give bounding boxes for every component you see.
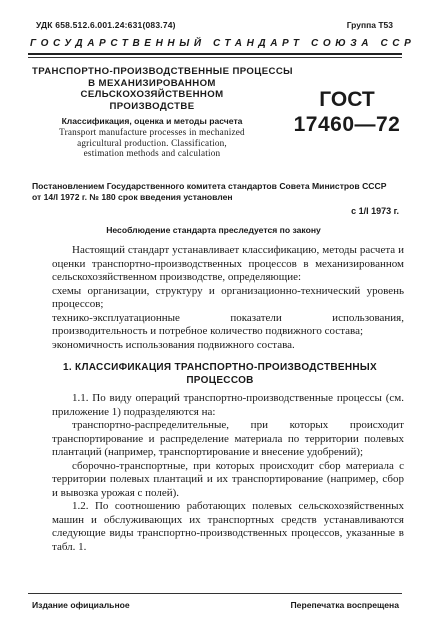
group-code: Группа Т53 <box>346 20 393 30</box>
reprint-prohibited-note: Перепечатка воспрещена <box>290 600 399 610</box>
gost-number: 17460—72 <box>293 113 401 136</box>
intro-item: схемы организации, структуру и организационно-технический уровень процессов; <box>52 284 404 310</box>
gost-label: ГОСТ <box>319 88 375 111</box>
header-divider-thick <box>28 53 402 55</box>
section-heading-line: 1. КЛАССИФИКАЦИЯ ТРАНСПОРТНО-ПРОИЗВОДСТВЕННЫХ <box>63 362 377 373</box>
title-line: ПРОИЗВОДСТВЕ <box>109 100 195 112</box>
title-line: ТРАНСПОРТНО-ПРОИЗВОДСТВЕННЫЕ ПРОЦЕССЫ <box>32 66 293 77</box>
decree-line: Постановлением Государственного комитета стандартов Совета Министров СССР <box>32 181 387 191</box>
header-divider-thin <box>28 57 402 58</box>
english-title-line: estimation methods and calculation <box>83 148 221 158</box>
english-title-line: Transport manufacture processes in mechanized <box>59 127 245 137</box>
title-line: В МЕХАНИЗИРОВАННОМ <box>88 77 216 89</box>
official-edition-note: Издание официальное <box>32 600 130 610</box>
intro-paragraph: Настоящий стандарт устанавливает классификацию, методы расчета и оценки транспортно-производственных процессов в механизированном сельскохозяйственном производстве, определяющие: <box>52 244 404 283</box>
clause-paragraph: транспортно-распределительные, при которых происходит транспортирование и распределение материала по территории полевых плантаций (например, транспортирование и внесение удобрений); <box>52 419 404 458</box>
intro-item: экономичность использования подвижного состава. <box>52 338 295 351</box>
intro-section <box>52 244 404 352</box>
section-heading-line: ПРОЦЕССОВ <box>186 375 254 386</box>
gost-designation <box>292 88 402 138</box>
standard-banner: ГОСУДАРСТВЕННЫЙ СТАНДАРТ СОЮЗА ССР <box>30 38 416 49</box>
english-title-line: agricultural production. Classification, <box>77 137 227 148</box>
effective-date: с 1/I 1973 г. <box>351 206 399 216</box>
clause-paragraph: сборочно-транспортные, при которых происходит сбор материала с территории полевых плантаций и их транспортирование (например, сбор и вывозка урожая с полей). <box>52 459 404 499</box>
clause-paragraph: 1.1. По виду операций транспортно-производственные процессы (см. приложение 1) подразделяются на: <box>52 392 404 418</box>
legal-warning: Несоблюдение стандарта преследуется по закону <box>106 225 321 235</box>
section-heading <box>40 361 400 387</box>
title-subtitle: Классификация, оценка и методы расчета <box>61 116 243 126</box>
intro-item: технико-эксплуатационные показатели использования, производительность и потребное количество подвижного состава; <box>52 311 404 337</box>
title-line: СЕЛЬСКОХОЗЯЙСТВЕННОМ <box>80 89 224 100</box>
udk-code: УДК 658.512.6.001.24:631(083.74) <box>36 20 176 30</box>
decree-line: от 14/I 1972 г. № 180 срок введения установлен <box>32 192 233 202</box>
decree-text <box>32 181 404 203</box>
footer-divider <box>28 593 402 594</box>
clause-paragraph: 1.2. По соотношению работающих полевых сельскохозяйственных машин и обслуживающих их транспортных средств устанавливаются следующие виды транспортно-производственных процессов, указанные в табл. 1. <box>52 500 404 553</box>
section-1-body <box>52 392 404 554</box>
document-title-block <box>32 66 293 159</box>
